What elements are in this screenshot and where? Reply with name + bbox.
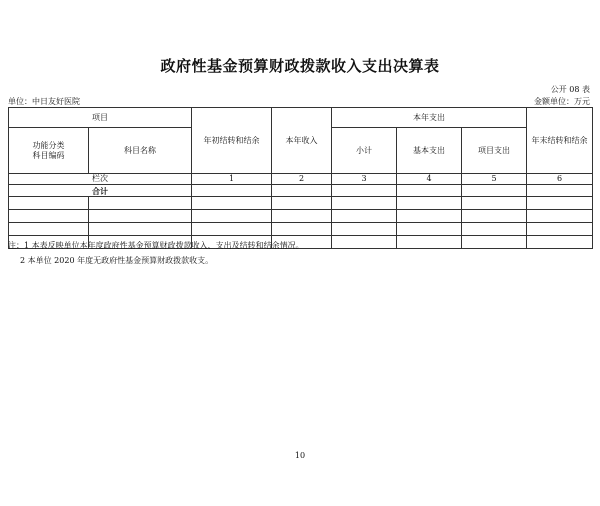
page-title: 政府性基金预算财政拨款收入支出决算表 [160,57,440,75]
header-func-code-line1: 功能分类 [32,140,65,150]
form-number: 公开 08 表 [550,85,590,94]
column-row-label: 栏次 [9,174,192,185]
page-number: 10 [294,451,306,460]
table-cell [192,185,272,197]
table-cell [527,185,593,197]
footnote-1: 注：1 本表反映单位本年度政府性基金预算财政拨款收入、支出及结转和结余情况。 [8,241,304,250]
table-row [9,197,593,210]
money-unit-label: 金额单位：万元 [534,97,590,106]
table-cell [462,185,527,197]
column-number-6: 6 [527,174,593,185]
header-subtotal: 小计 [332,128,397,174]
table-row [9,223,593,236]
column-number-2: 2 [272,174,332,185]
header-item: 项目 [9,108,192,128]
footnote-2: 2 本单位 2020 年度无政府性基金预算财政拨款收支。 [20,256,214,265]
header-func-code [9,128,89,174]
total-row-label: 合计 [9,185,192,197]
unit-label: 单位：中日友好医院 [8,97,80,106]
table-cell [332,185,397,197]
header-basic-expense: 基本支出 [397,128,462,174]
column-number-4: 4 [397,174,462,185]
table-cell [272,185,332,197]
column-number-1: 1 [192,174,272,185]
header-closing-balance: 年末结转和结余 [527,108,593,174]
column-number-5: 5 [462,174,527,185]
header-subject-name: 科目名称 [89,128,192,174]
fund-table [8,107,593,249]
header-income: 本年收入 [272,108,332,174]
header-opening-balance: 年初结转和结余 [192,108,272,174]
column-number-3: 3 [332,174,397,185]
header-func-code-line2: 科目编码 [32,150,65,160]
table-row [9,210,593,223]
header-expense-group: 本年支出 [332,108,527,128]
header-project-expense: 项目支出 [462,128,527,174]
table-cell [397,185,462,197]
